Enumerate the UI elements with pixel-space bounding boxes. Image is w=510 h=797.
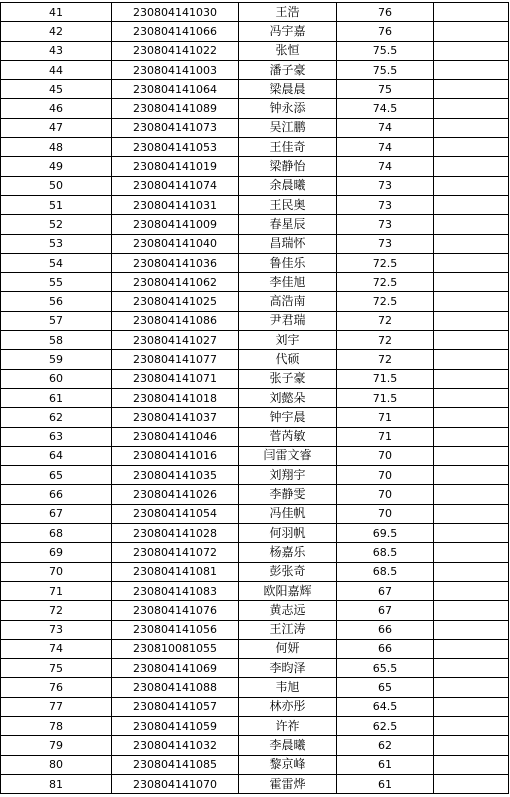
- student-id-cell[interactable]: 230804141056: [112, 620, 239, 639]
- note-cell[interactable]: [434, 331, 509, 350]
- student-id-cell[interactable]: 230804141037: [112, 408, 239, 427]
- student-name-cell[interactable]: 鲁佳乐: [239, 253, 337, 272]
- score-cell[interactable]: 74: [337, 157, 434, 176]
- note-cell[interactable]: [434, 369, 509, 388]
- score-cell[interactable]: 71: [337, 408, 434, 427]
- student-id-cell[interactable]: 230804141086: [112, 311, 239, 330]
- student-id-cell[interactable]: 230804141059: [112, 716, 239, 735]
- table-row: [1, 639, 509, 658]
- note-cell[interactable]: [434, 118, 509, 137]
- student-name-cell[interactable]: 许祚: [239, 716, 337, 735]
- table-row: [1, 408, 509, 427]
- student-id-cell[interactable]: 230804141062: [112, 273, 239, 292]
- score-cell[interactable]: 67: [337, 601, 434, 620]
- student-id-cell[interactable]: 230804141076: [112, 601, 239, 620]
- student-id-cell[interactable]: 230804141066: [112, 22, 239, 41]
- student-id-cell[interactable]: 230804141003: [112, 60, 239, 79]
- note-cell[interactable]: [434, 678, 509, 697]
- rank-cell[interactable]: 64: [1, 446, 112, 465]
- rank-cell[interactable]: 56: [1, 292, 112, 311]
- score-cell[interactable]: 73: [337, 215, 434, 234]
- note-cell[interactable]: [434, 195, 509, 214]
- student-id-cell[interactable]: 230804141026: [112, 485, 239, 504]
- student-id-cell[interactable]: 230810081055: [112, 639, 239, 658]
- student-name-cell[interactable]: 梁静怡: [239, 157, 337, 176]
- student-name-cell[interactable]: 刘翔宇: [239, 466, 337, 485]
- rank-cell[interactable]: 77: [1, 697, 112, 716]
- student-id-cell[interactable]: 230804141046: [112, 427, 239, 446]
- student-name-cell[interactable]: 杨嘉乐: [239, 543, 337, 562]
- student-name-cell[interactable]: 刘宇: [239, 331, 337, 350]
- rank-cell[interactable]: 41: [1, 3, 112, 22]
- table-row: [1, 427, 509, 446]
- score-cell[interactable]: 72.5: [337, 253, 434, 272]
- rank-cell[interactable]: 67: [1, 504, 112, 523]
- student-name-cell[interactable]: 林亦彤: [239, 697, 337, 716]
- rank-cell[interactable]: 75: [1, 659, 112, 678]
- student-name-cell[interactable]: 欧阳嘉辉: [239, 581, 337, 600]
- table-row: [1, 138, 509, 157]
- note-cell[interactable]: [434, 716, 509, 735]
- rank-cell[interactable]: 49: [1, 157, 112, 176]
- score-cell[interactable]: 72: [337, 331, 434, 350]
- table-row: [1, 3, 509, 22]
- table-row: [1, 215, 509, 234]
- student-id-cell[interactable]: 230804141036: [112, 253, 239, 272]
- score-cell[interactable]: 73: [337, 176, 434, 195]
- score-cell[interactable]: 75.5: [337, 41, 434, 60]
- rank-cell[interactable]: 45: [1, 80, 112, 99]
- student-name-cell[interactable]: 闫雷文睿: [239, 446, 337, 465]
- score-cell[interactable]: 70: [337, 504, 434, 523]
- score-cell[interactable]: 67: [337, 581, 434, 600]
- table-row: [1, 716, 509, 735]
- student-name-cell[interactable]: 钟永添: [239, 99, 337, 118]
- table-row: [1, 678, 509, 697]
- student-id-cell[interactable]: 230804141028: [112, 524, 239, 543]
- score-cell[interactable]: 61: [337, 774, 434, 793]
- table-row: [1, 195, 509, 214]
- table-row: [1, 697, 509, 716]
- score-cell[interactable]: 64.5: [337, 697, 434, 716]
- score-cell[interactable]: 74: [337, 118, 434, 137]
- student-id-cell[interactable]: 230804141053: [112, 138, 239, 157]
- note-cell[interactable]: [434, 466, 509, 485]
- rank-cell[interactable]: 78: [1, 716, 112, 735]
- student-name-cell[interactable]: 钟宇晨: [239, 408, 337, 427]
- student-id-cell[interactable]: 230804141027: [112, 331, 239, 350]
- table-row: [1, 659, 509, 678]
- note-cell[interactable]: [434, 157, 509, 176]
- student-name-cell[interactable]: 李昀泽: [239, 659, 337, 678]
- student-id-cell[interactable]: 230804141009: [112, 215, 239, 234]
- rank-cell[interactable]: 69: [1, 543, 112, 562]
- note-cell[interactable]: [434, 620, 509, 639]
- score-cell[interactable]: 71.5: [337, 388, 434, 407]
- rank-cell[interactable]: 50: [1, 176, 112, 195]
- student-id-cell[interactable]: 230804141089: [112, 99, 239, 118]
- note-cell[interactable]: [434, 273, 509, 292]
- rank-cell[interactable]: 72: [1, 601, 112, 620]
- note-cell[interactable]: [434, 253, 509, 272]
- rank-cell[interactable]: 44: [1, 60, 112, 79]
- rank-cell[interactable]: 79: [1, 736, 112, 755]
- student-name-cell[interactable]: 梁晨晨: [239, 80, 337, 99]
- note-cell[interactable]: [434, 581, 509, 600]
- note-cell[interactable]: [434, 408, 509, 427]
- student-name-cell[interactable]: 黄志远: [239, 601, 337, 620]
- table-row: [1, 41, 509, 60]
- table-row: [1, 524, 509, 543]
- table-row: [1, 543, 509, 562]
- table-row: [1, 22, 509, 41]
- note-cell[interactable]: [434, 292, 509, 311]
- student-name-cell[interactable]: 黎京峰: [239, 755, 337, 774]
- score-cell[interactable]: 62: [337, 736, 434, 755]
- table-row: [1, 581, 509, 600]
- student-name-cell[interactable]: 冯宇嘉: [239, 22, 337, 41]
- note-cell[interactable]: [434, 388, 509, 407]
- rank-cell[interactable]: 43: [1, 41, 112, 60]
- student-name-cell[interactable]: 张恒: [239, 41, 337, 60]
- note-cell[interactable]: [434, 659, 509, 678]
- student-id-cell[interactable]: 230804141085: [112, 755, 239, 774]
- score-cell[interactable]: 74.5: [337, 99, 434, 118]
- rank-cell[interactable]: 73: [1, 620, 112, 639]
- table-row: [1, 253, 509, 272]
- student-id-cell[interactable]: 230804141030: [112, 3, 239, 22]
- table-row: [1, 234, 509, 253]
- rank-cell[interactable]: 46: [1, 99, 112, 118]
- student-id-cell[interactable]: 230804141040: [112, 234, 239, 253]
- note-cell[interactable]: [434, 601, 509, 620]
- rank-cell[interactable]: 51: [1, 195, 112, 214]
- note-cell[interactable]: [434, 639, 509, 658]
- score-cell[interactable]: 76: [337, 3, 434, 22]
- rank-cell[interactable]: 71: [1, 581, 112, 600]
- student-name-cell[interactable]: 张子豪: [239, 369, 337, 388]
- rank-cell[interactable]: 60: [1, 369, 112, 388]
- student-name-cell[interactable]: 代硕: [239, 350, 337, 369]
- note-cell[interactable]: [434, 60, 509, 79]
- score-cell[interactable]: 66: [337, 620, 434, 639]
- score-cell[interactable]: 72: [337, 311, 434, 330]
- score-cell[interactable]: 68.5: [337, 543, 434, 562]
- score-cell[interactable]: 75: [337, 80, 434, 99]
- table-row: [1, 504, 509, 523]
- note-cell[interactable]: [434, 234, 509, 253]
- score-cell[interactable]: 72.5: [337, 273, 434, 292]
- table-row: [1, 273, 509, 292]
- note-cell[interactable]: [434, 22, 509, 41]
- table-row: [1, 620, 509, 639]
- student-name-cell[interactable]: 韦旭: [239, 678, 337, 697]
- score-cell[interactable]: 68.5: [337, 562, 434, 581]
- score-cell[interactable]: 75.5: [337, 60, 434, 79]
- rank-cell[interactable]: 48: [1, 138, 112, 157]
- note-cell[interactable]: [434, 41, 509, 60]
- note-cell[interactable]: [434, 99, 509, 118]
- score-table-body: [1, 3, 509, 794]
- student-name-cell[interactable]: 李佳旭: [239, 273, 337, 292]
- score-cell[interactable]: 76: [337, 22, 434, 41]
- table-row: [1, 446, 509, 465]
- rank-cell[interactable]: 52: [1, 215, 112, 234]
- rank-cell[interactable]: 66: [1, 485, 112, 504]
- table-row: [1, 736, 509, 755]
- note-cell[interactable]: [434, 176, 509, 195]
- note-cell[interactable]: [434, 3, 509, 22]
- rank-cell[interactable]: 61: [1, 388, 112, 407]
- rank-cell[interactable]: 59: [1, 350, 112, 369]
- student-id-cell[interactable]: 230804141025: [112, 292, 239, 311]
- score-cell[interactable]: 69.5: [337, 524, 434, 543]
- rank-cell[interactable]: 81: [1, 774, 112, 793]
- student-name-cell[interactable]: 刘懿朵: [239, 388, 337, 407]
- student-name-cell[interactable]: 霍雷烨: [239, 774, 337, 793]
- note-cell[interactable]: [434, 80, 509, 99]
- score-cell[interactable]: 72: [337, 350, 434, 369]
- student-id-cell[interactable]: 230804141081: [112, 562, 239, 581]
- student-name-cell[interactable]: 彭张奇: [239, 562, 337, 581]
- rank-cell[interactable]: 74: [1, 639, 112, 658]
- score-table: [0, 2, 509, 794]
- rank-cell[interactable]: 68: [1, 524, 112, 543]
- note-cell[interactable]: [434, 543, 509, 562]
- note-cell[interactable]: [434, 524, 509, 543]
- rank-cell[interactable]: 62: [1, 408, 112, 427]
- table-row: [1, 466, 509, 485]
- student-id-cell[interactable]: 230804141077: [112, 350, 239, 369]
- note-cell[interactable]: [434, 504, 509, 523]
- student-id-cell[interactable]: 230804141064: [112, 80, 239, 99]
- student-name-cell[interactable]: 李晨曦: [239, 736, 337, 755]
- note-cell[interactable]: [434, 350, 509, 369]
- student-name-cell[interactable]: 王佳奇: [239, 138, 337, 157]
- rank-cell[interactable]: 65: [1, 466, 112, 485]
- student-name-cell[interactable]: 余晨曦: [239, 176, 337, 195]
- note-cell[interactable]: [434, 562, 509, 581]
- rank-cell[interactable]: 63: [1, 427, 112, 446]
- student-id-cell[interactable]: 230804141088: [112, 678, 239, 697]
- student-id-cell[interactable]: 230804141019: [112, 157, 239, 176]
- student-id-cell[interactable]: 230804141022: [112, 41, 239, 60]
- table-row: [1, 601, 509, 620]
- table-row: [1, 485, 509, 504]
- table-row: [1, 60, 509, 79]
- note-cell[interactable]: [434, 427, 509, 446]
- student-name-cell[interactable]: 王江涛: [239, 620, 337, 639]
- student-id-cell[interactable]: 230804141069: [112, 659, 239, 678]
- table-row: [1, 350, 509, 369]
- student-name-cell[interactable]: 冯佳帆: [239, 504, 337, 523]
- note-cell[interactable]: [434, 138, 509, 157]
- student-id-cell[interactable]: 230804141057: [112, 697, 239, 716]
- table-row: [1, 157, 509, 176]
- student-id-cell[interactable]: 230804141032: [112, 736, 239, 755]
- table-row: [1, 562, 509, 581]
- table-row: [1, 331, 509, 350]
- student-name-cell[interactable]: 何妍: [239, 639, 337, 658]
- student-name-cell[interactable]: 昌瑞怀: [239, 234, 337, 253]
- student-name-cell[interactable]: 菅芮敏: [239, 427, 337, 446]
- score-cell[interactable]: 65: [337, 678, 434, 697]
- student-id-cell[interactable]: 230804141074: [112, 176, 239, 195]
- rank-cell[interactable]: 57: [1, 311, 112, 330]
- score-cell[interactable]: 65.5: [337, 659, 434, 678]
- note-cell[interactable]: [434, 446, 509, 465]
- rank-cell[interactable]: 70: [1, 562, 112, 581]
- student-id-cell[interactable]: 230804141083: [112, 581, 239, 600]
- rank-cell[interactable]: 53: [1, 234, 112, 253]
- student-id-cell[interactable]: 230804141016: [112, 446, 239, 465]
- rank-cell[interactable]: 47: [1, 118, 112, 137]
- note-cell[interactable]: [434, 736, 509, 755]
- score-cell[interactable]: 74: [337, 138, 434, 157]
- score-cell[interactable]: 71: [337, 427, 434, 446]
- rank-cell[interactable]: 54: [1, 253, 112, 272]
- rank-cell[interactable]: 42: [1, 22, 112, 41]
- student-name-cell[interactable]: 潘子豪: [239, 60, 337, 79]
- note-cell[interactable]: [434, 697, 509, 716]
- table-row: [1, 755, 509, 774]
- student-id-cell[interactable]: 230804141018: [112, 388, 239, 407]
- student-id-cell[interactable]: 230804141072: [112, 543, 239, 562]
- score-cell[interactable]: 70: [337, 446, 434, 465]
- table-row: [1, 99, 509, 118]
- score-cell[interactable]: 61: [337, 755, 434, 774]
- table-row: [1, 118, 509, 137]
- note-cell[interactable]: [434, 755, 509, 774]
- score-cell[interactable]: 71.5: [337, 369, 434, 388]
- student-name-cell[interactable]: 何羽帆: [239, 524, 337, 543]
- student-name-cell[interactable]: 高浩南: [239, 292, 337, 311]
- rank-cell[interactable]: 76: [1, 678, 112, 697]
- rank-cell[interactable]: 58: [1, 331, 112, 350]
- student-id-cell[interactable]: 230804141054: [112, 504, 239, 523]
- rank-cell[interactable]: 80: [1, 755, 112, 774]
- student-name-cell[interactable]: 春星辰: [239, 215, 337, 234]
- table-row: [1, 176, 509, 195]
- student-id-cell[interactable]: 230804141071: [112, 369, 239, 388]
- score-cell[interactable]: 66: [337, 639, 434, 658]
- table-row: [1, 311, 509, 330]
- table-row: [1, 369, 509, 388]
- note-cell[interactable]: [434, 774, 509, 793]
- student-id-cell[interactable]: 230804141035: [112, 466, 239, 485]
- score-cell[interactable]: 73: [337, 234, 434, 253]
- student-name-cell[interactable]: 李静雯: [239, 485, 337, 504]
- score-cell[interactable]: 70: [337, 485, 434, 504]
- score-cell[interactable]: 70: [337, 466, 434, 485]
- score-cell[interactable]: 73: [337, 195, 434, 214]
- student-id-cell[interactable]: 230804141070: [112, 774, 239, 793]
- table-row: [1, 80, 509, 99]
- table-row: [1, 388, 509, 407]
- student-name-cell[interactable]: 吴江鹏: [239, 118, 337, 137]
- student-id-cell[interactable]: 230804141031: [112, 195, 239, 214]
- note-cell[interactable]: [434, 311, 509, 330]
- score-cell[interactable]: 72.5: [337, 292, 434, 311]
- score-cell[interactable]: 62.5: [337, 716, 434, 735]
- note-cell[interactable]: [434, 215, 509, 234]
- note-cell[interactable]: [434, 485, 509, 504]
- rank-cell[interactable]: 55: [1, 273, 112, 292]
- student-name-cell[interactable]: 王民奥: [239, 195, 337, 214]
- table-row: [1, 292, 509, 311]
- student-name-cell[interactable]: 王浩: [239, 3, 337, 22]
- student-id-cell[interactable]: 230804141073: [112, 118, 239, 137]
- table-row: [1, 774, 509, 793]
- student-name-cell[interactable]: 尹君瑞: [239, 311, 337, 330]
